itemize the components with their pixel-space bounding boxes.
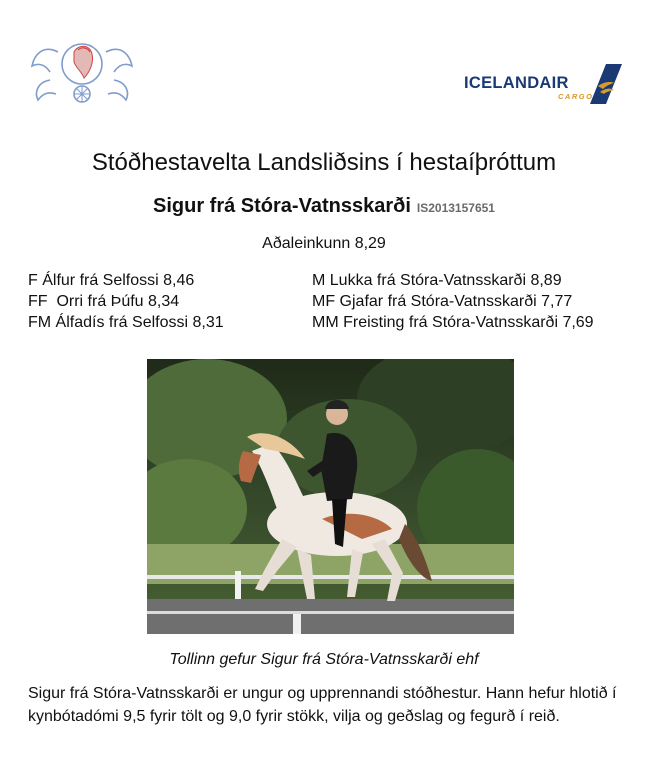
aircraft-tail-icon (576, 64, 622, 104)
sponsor-brand-sub: CARGO (558, 92, 594, 101)
rider-horse-image (147, 359, 514, 634)
pedigree-line: F Álfur frá Selfossi 8,46 (28, 272, 195, 289)
pedigree-line: M Lukka frá Stóra-Vatnsskarði 8,89 (312, 272, 562, 289)
pedigree-line: MF Gjafar frá Stóra-Vatnsskarði 7,77 (312, 293, 573, 310)
photo-caption: Tollinn gefur Sigur frá Stóra-Vatnsskarði ehf (169, 651, 479, 668)
pedigree-line: FF Orri frá Þúfu 8,34 (28, 293, 180, 310)
federation-logo (28, 22, 136, 114)
sponsor-logo (462, 64, 624, 106)
pedigree-dam-side (312, 270, 594, 333)
federation-seal-icon (28, 22, 136, 114)
sponsor-brand-name: ICELANDAIR (464, 74, 569, 92)
page-title: Stóðhestavelta Landsliðsins í hestaíþróttum (91, 149, 557, 176)
pedigree-line: MM Freisting frá Stóra-Vatnsskarði 7,69 (312, 314, 594, 331)
horse-heading (0, 195, 648, 218)
horse-name: Sigur frá Stóra-Vatnsskarði (153, 195, 411, 217)
horse-photo (147, 359, 514, 634)
pedigree-line: FM Álfadís frá Selfossi 8,31 (28, 314, 224, 331)
horse-id: IS2013157651 (416, 201, 495, 215)
main-score: Aðaleinkunn 8,29 (262, 235, 386, 252)
pedigree-sire-side (28, 270, 224, 333)
horse-description: Sigur frá Stóra-Vatnsskarði er ungur og upprennandi stóðhestur. Hann hefur hlotið í kynbótadómi 9,5 fyrir tölt og 9,0 fyrir stökk, vilja og geðslag og fegurð í reið. (28, 685, 617, 725)
